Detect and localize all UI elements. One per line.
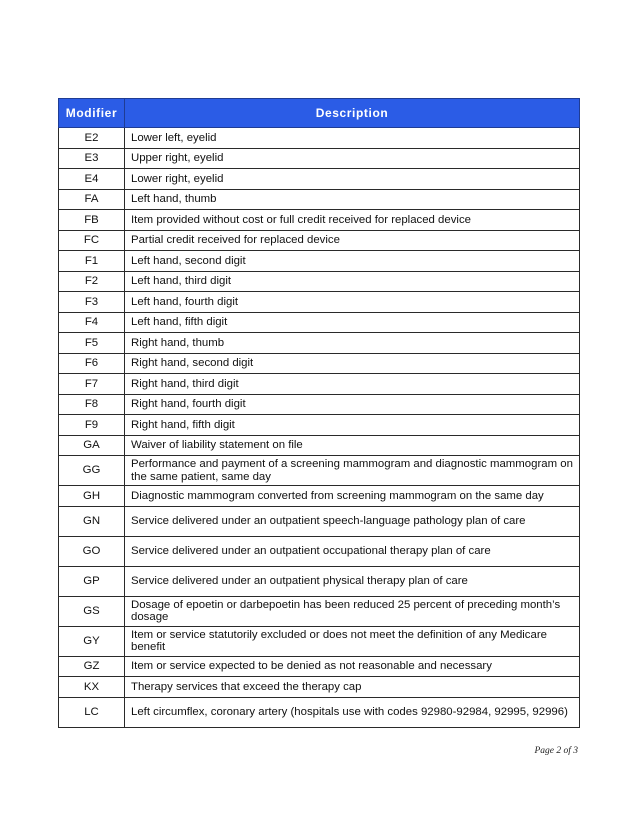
modifier-description: Left hand, fourth digit	[125, 292, 580, 313]
modifier-code: E2	[59, 128, 125, 149]
modifier-code: GH	[59, 486, 125, 507]
modifier-description: Therapy services that exceed the therapy cap	[125, 677, 580, 698]
modifier-description: Right hand, fourth digit	[125, 394, 580, 415]
modifier-code: GZ	[59, 656, 125, 677]
modifier-code: GY	[59, 626, 125, 656]
modifier-description: Right hand, thumb	[125, 333, 580, 354]
table-row	[59, 210, 580, 231]
modifier-description: Left hand, second digit	[125, 251, 580, 272]
table-body	[59, 128, 580, 728]
table-row	[59, 333, 580, 354]
modifier-code: F3	[59, 292, 125, 313]
modifier-description: Service delivered under an outpatient occupational therapy plan of care	[125, 536, 580, 566]
table-row	[59, 596, 580, 626]
modifier-description: Left hand, fifth digit	[125, 312, 580, 333]
table-row	[59, 128, 580, 149]
modifier-code: GG	[59, 456, 125, 486]
table-row	[59, 230, 580, 251]
modifier-code: F4	[59, 312, 125, 333]
modifier-description: Item or service statutorily excluded or does not meet the definition of any Medicare benefit	[125, 626, 580, 656]
table-row	[59, 374, 580, 395]
modifier-description: Dosage of epoetin or darbepoetin has been reduced 25 percent of preceding month’s dosage	[125, 596, 580, 626]
modifier-table	[58, 98, 580, 728]
table-row	[59, 677, 580, 698]
table-row	[59, 435, 580, 456]
modifier-description: Left hand, thumb	[125, 189, 580, 210]
modifier-description: Item provided without cost or full credit received for replaced device	[125, 210, 580, 231]
table-row	[59, 415, 580, 436]
table-row	[59, 656, 580, 677]
modifier-code: FA	[59, 189, 125, 210]
table-row	[59, 271, 580, 292]
table-row	[59, 169, 580, 190]
table-row	[59, 292, 580, 313]
table-row	[59, 251, 580, 272]
modifier-code: F6	[59, 353, 125, 374]
table-row	[59, 697, 580, 727]
table-row	[59, 353, 580, 374]
modifier-code: GO	[59, 536, 125, 566]
modifier-description: Lower left, eyelid	[125, 128, 580, 149]
table-row	[59, 506, 580, 536]
modifier-code: F7	[59, 374, 125, 395]
modifier-code: FC	[59, 230, 125, 251]
modifier-code: GA	[59, 435, 125, 456]
modifier-description: Lower right, eyelid	[125, 169, 580, 190]
modifier-description: Service delivered under an outpatient physical therapy plan of care	[125, 566, 580, 596]
table-row	[59, 566, 580, 596]
modifier-description: Left circumflex, coronary artery (hospitals use with codes 92980-92984, 92995, 92996)	[125, 697, 580, 727]
table-row	[59, 456, 580, 486]
modifier-description: Diagnostic mammogram converted from screening mammogram on the same day	[125, 486, 580, 507]
table-row	[59, 626, 580, 656]
modifier-description: Partial credit received for replaced device	[125, 230, 580, 251]
column-header-description: Description	[125, 99, 580, 128]
modifier-code: GP	[59, 566, 125, 596]
modifier-code: F1	[59, 251, 125, 272]
modifier-code: F9	[59, 415, 125, 436]
table-row	[59, 312, 580, 333]
modifier-code: E4	[59, 169, 125, 190]
table-row	[59, 189, 580, 210]
modifier-description: Service delivered under an outpatient speech-language pathology plan of care	[125, 506, 580, 536]
modifier-code: F2	[59, 271, 125, 292]
modifier-code: KX	[59, 677, 125, 698]
modifier-code: F8	[59, 394, 125, 415]
modifier-code: GN	[59, 506, 125, 536]
column-header-modifier: Modifier	[59, 99, 125, 128]
page-number: Page 2 of 3	[534, 746, 578, 756]
modifier-description: Waiver of liability statement on file	[125, 435, 580, 456]
modifier-code: E3	[59, 148, 125, 169]
table-row	[59, 536, 580, 566]
modifier-description: Upper right, eyelid	[125, 148, 580, 169]
modifier-code: F5	[59, 333, 125, 354]
modifier-description: Performance and payment of a screening mammogram and diagnostic mammogram on the same patient, same day	[125, 456, 580, 486]
table-row	[59, 148, 580, 169]
modifier-description: Right hand, second digit	[125, 353, 580, 374]
table-row	[59, 486, 580, 507]
table-row	[59, 394, 580, 415]
modifier-description: Left hand, third digit	[125, 271, 580, 292]
table-header-row	[59, 99, 580, 128]
modifier-code: FB	[59, 210, 125, 231]
modifier-description: Right hand, third digit	[125, 374, 580, 395]
modifier-description: Item or service expected to be denied as not reasonable and necessary	[125, 656, 580, 677]
modifier-code: GS	[59, 596, 125, 626]
modifier-code: LC	[59, 697, 125, 727]
modifier-description: Right hand, fifth digit	[125, 415, 580, 436]
